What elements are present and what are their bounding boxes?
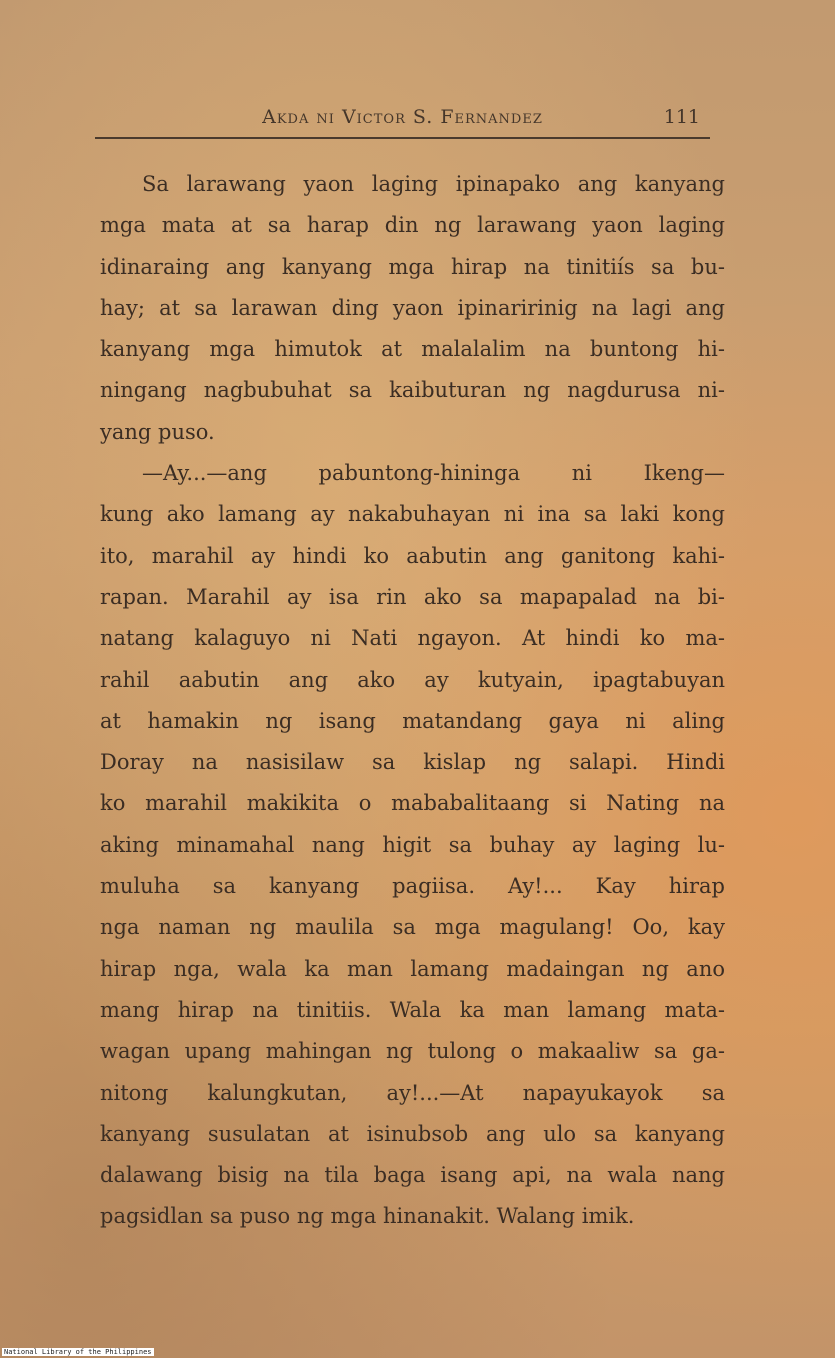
text-line: hay; at sa larawan ding yaon ipinaririnig na lagi ang xyxy=(100,295,725,320)
text-line: —Ay...—ang pabuntong-hininga ni Ikeng— xyxy=(142,461,725,486)
text-line: Doray na nasisilaw sa kislap ng salapi. Hindi xyxy=(100,750,725,775)
text-line: nitong kalungkutan, ay!...—At napayukayok sa xyxy=(100,1080,725,1105)
text-line: ningang nagbubuhat sa kaibuturan ng nagdurusa ni- xyxy=(100,378,725,403)
text-line: mga mata at sa harap din ng larawang yaon laging xyxy=(100,213,725,238)
text-line: idinaraing ang kanyang mga hirap na tinitiís sa bu- xyxy=(100,254,725,279)
text-line: ko marahil makikita o mababalitaang si Nating na xyxy=(100,791,725,816)
text-line: kanyang mga himutok at malalalim na buntong hi- xyxy=(100,337,725,362)
text-line: kung ako lamang ay nakabuhayan ni ina sa laki kong xyxy=(100,502,725,527)
page-number: 111 xyxy=(663,106,700,128)
running-title: Akda ni Victor S. Fernandez xyxy=(262,106,543,128)
text-line: dalawang bisig na tila baga isang api, na wala nang xyxy=(100,1163,725,1188)
text-line: ito, marahil ay hindi ko aabutin ang ganitong kahi- xyxy=(100,543,725,568)
text-line: rahil aabutin ang ako ay kutyain, ipagtabuyan xyxy=(100,667,725,692)
text-line: nga naman ng maulila sa mga magulang! Oo, kay xyxy=(100,915,725,940)
header-rule xyxy=(95,137,710,139)
running-head xyxy=(95,106,710,136)
text-line: rapan. Marahil ay isa rin ako sa mapapalad na bi- xyxy=(100,584,725,609)
text-line: pagsidlan sa puso ng mga hinanakit. Walang imik. xyxy=(100,1204,635,1229)
text-line: wagan upang mahingan ng tulong o makaaliw sa ga- xyxy=(100,1039,725,1064)
text-line: natang kalaguyo ni Nati ngayon. At hindi ko ma- xyxy=(100,626,725,651)
text-line: Sa larawang yaon laging ipinapako ang kanyang xyxy=(142,172,725,196)
text-line: at hamakin ng isang matandang gaya ni aling xyxy=(100,708,725,733)
body-text xyxy=(100,164,725,1238)
text-line: mang hirap na tinitiis. Wala ka man lamang mata- xyxy=(100,997,725,1022)
library-credit: National Library of the Philippines xyxy=(4,1348,152,1356)
text-line: muluha sa kanyang pagiisa. Ay!... Kay hirap xyxy=(100,874,725,899)
text-line: yang puso. xyxy=(100,419,215,444)
text-line: kanyang susulatan at isinubsob ang ulo sa kanyang xyxy=(100,1121,725,1146)
text-line: hirap nga, wala ka man lamang madaingan ng ano xyxy=(100,956,725,981)
text-line: aking minamahal nang higit sa buhay ay laging lu- xyxy=(100,832,725,857)
